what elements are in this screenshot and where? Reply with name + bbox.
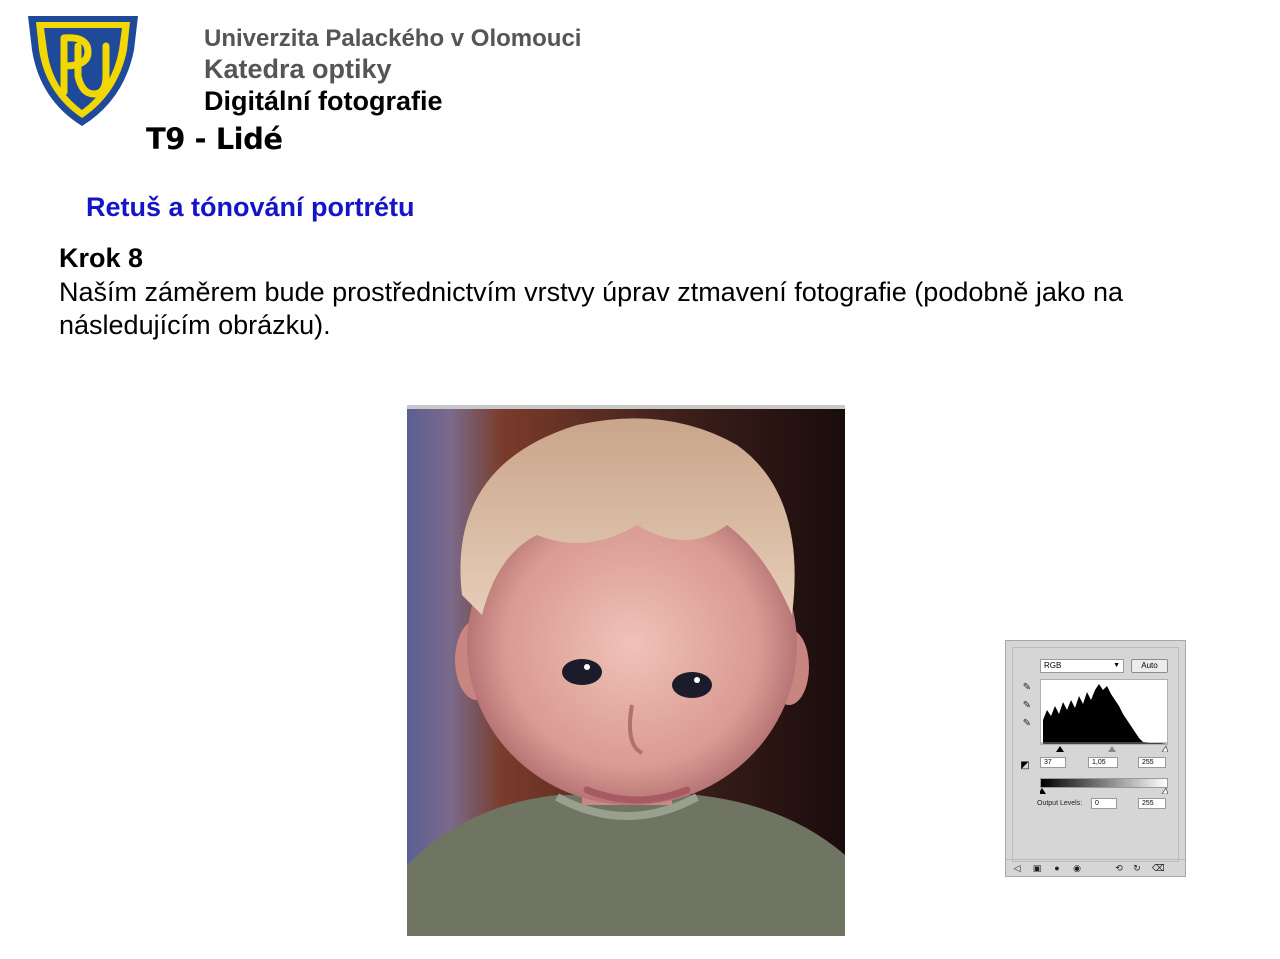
input-black-field[interactable]: 37 [1040, 757, 1066, 768]
levels-panel [1005, 640, 1186, 877]
histogram-graph [1041, 680, 1167, 744]
child-portrait-illustration [407, 405, 845, 936]
output-level-sliders[interactable] [1040, 788, 1168, 794]
visibility-icon[interactable]: ◉ [1073, 863, 1081, 873]
step-heading: Krok 8 [59, 243, 144, 273]
trash-icon[interactable]: ⌫ [1152, 863, 1165, 873]
histogram [1040, 679, 1168, 745]
university-name: Univerzita Palackého v Olomouci [204, 25, 582, 52]
output-levels-label: Output Levels: [1037, 800, 1083, 807]
input-level-sliders[interactable] [1040, 745, 1168, 752]
eyedropper-black-icon[interactable]: ✎ [1022, 682, 1032, 693]
clip-to-layer-icon[interactable]: ● [1054, 863, 1060, 873]
input-gamma-field[interactable]: 1,05 [1088, 757, 1118, 768]
chevron-down-icon: ▼ [1113, 662, 1120, 669]
department-name: Katedra optiky [204, 54, 392, 84]
reset-icon[interactable]: ↻ [1133, 863, 1141, 873]
channel-select[interactable] [1040, 659, 1124, 673]
input-white-field[interactable]: 255 [1138, 757, 1166, 768]
layer-icon[interactable]: ▣ [1032, 863, 1042, 873]
step-description: Naším záměrem bude prostřednictvím vrstvy úprav ztmavení fotografie (podobně jako na následujícím obrázku). [59, 277, 1123, 340]
eyedropper-gray-icon[interactable]: ✎ [1022, 700, 1032, 711]
university-logo [24, 10, 142, 128]
previous-state-icon[interactable]: ⟲ [1115, 863, 1123, 873]
section-subtitle: Retuš a tónování portrétu [86, 192, 415, 222]
eyedropper-white-icon[interactable]: ✎ [1022, 718, 1032, 729]
panel-bottom-toolbar [1006, 859, 1185, 876]
output-black-field[interactable]: 0 [1091, 798, 1117, 809]
portrait-photo [407, 405, 845, 936]
channel-select-value: RGB [1044, 661, 1062, 670]
topic-title: T9 - Lidé [146, 122, 283, 156]
output-white-field[interactable]: 255 [1138, 798, 1166, 809]
university-shield-icon [24, 10, 142, 128]
output-gradient-bar [1040, 778, 1168, 788]
clip-icon[interactable]: ◩ [1020, 760, 1030, 771]
levels-panel-frame [1012, 647, 1179, 862]
course-name: Digitální fotografie [204, 86, 443, 116]
auto-button[interactable]: Auto [1131, 659, 1168, 673]
back-icon[interactable]: ◁ [1013, 863, 1021, 873]
